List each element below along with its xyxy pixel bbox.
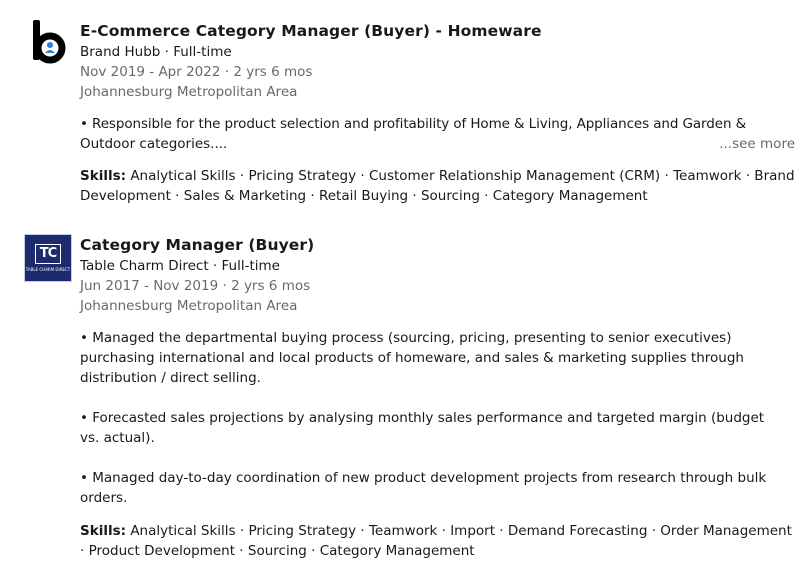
experience-content — [80, 20, 795, 206]
company-name: Brand Hubb · Full-time — [80, 44, 232, 60]
table-charm-direct-logo[interactable] — [24, 234, 72, 282]
description-line: • Responsible for the product selection and profitability of Home & Living, Appliances and Garden & — [80, 116, 747, 132]
skills — [80, 166, 795, 206]
description — [80, 328, 795, 508]
experience-content — [80, 234, 795, 561]
skills-label: Skills: — [80, 523, 127, 539]
skills-label: Skills: — [80, 168, 127, 184]
tc-logo-mark: TC — [35, 244, 61, 264]
brand-hubb-logo[interactable] — [24, 16, 72, 64]
date-range: Jun 2017 - Nov 2019 · 2 yrs 6 mos — [80, 278, 311, 294]
description-text: Outdoor categories.... — [80, 136, 228, 152]
job-title[interactable]: Category Manager (Buyer) — [80, 236, 315, 254]
date-range: Nov 2019 - Apr 2022 · 2 yrs 6 mos — [80, 64, 313, 80]
company-name: Table Charm Direct · Full-time — [80, 258, 280, 274]
description-bullet: • Managed day-to-day coordination of new product development projects from research through bulk orders. — [80, 470, 767, 506]
job-title[interactable]: E-Commerce Category Manager (Buyer) - Homeware — [80, 22, 542, 40]
tc-logo-subtext: TABLE CHARM DIRECT — [25, 266, 71, 272]
skills-list: Analytical Skills · Pricing Strategy · Customer Relationship Management (CRM) · Teamwork · Brand Development · Sales & Marketing · Retail Buying · Sourcing · Category Management — [80, 168, 795, 204]
see-more-button[interactable]: ...see more — [719, 136, 795, 152]
skills — [80, 521, 795, 561]
location: Johannesburg Metropolitan Area — [80, 84, 298, 100]
description-bullet: • Forecasted sales projections by analysing monthly sales performance and targeted margin (budget vs. actual). — [80, 410, 765, 446]
brand-hubb-logo-icon — [24, 16, 72, 64]
description-line-2 — [80, 134, 795, 154]
description-bullet: • Managed the departmental buying process (sourcing, pricing, presenting to senior executives) purchasing international and local products of homeware, and sales & marketing supplies through distribution / direct selling. — [80, 330, 744, 386]
skills-list: Analytical Skills · Pricing Strategy · Teamwork · Import · Demand Forecasting · Order Management · Product Development · Sourcing · Category Management — [80, 523, 792, 559]
location: Johannesburg Metropolitan Area — [80, 298, 298, 314]
description — [80, 114, 795, 154]
